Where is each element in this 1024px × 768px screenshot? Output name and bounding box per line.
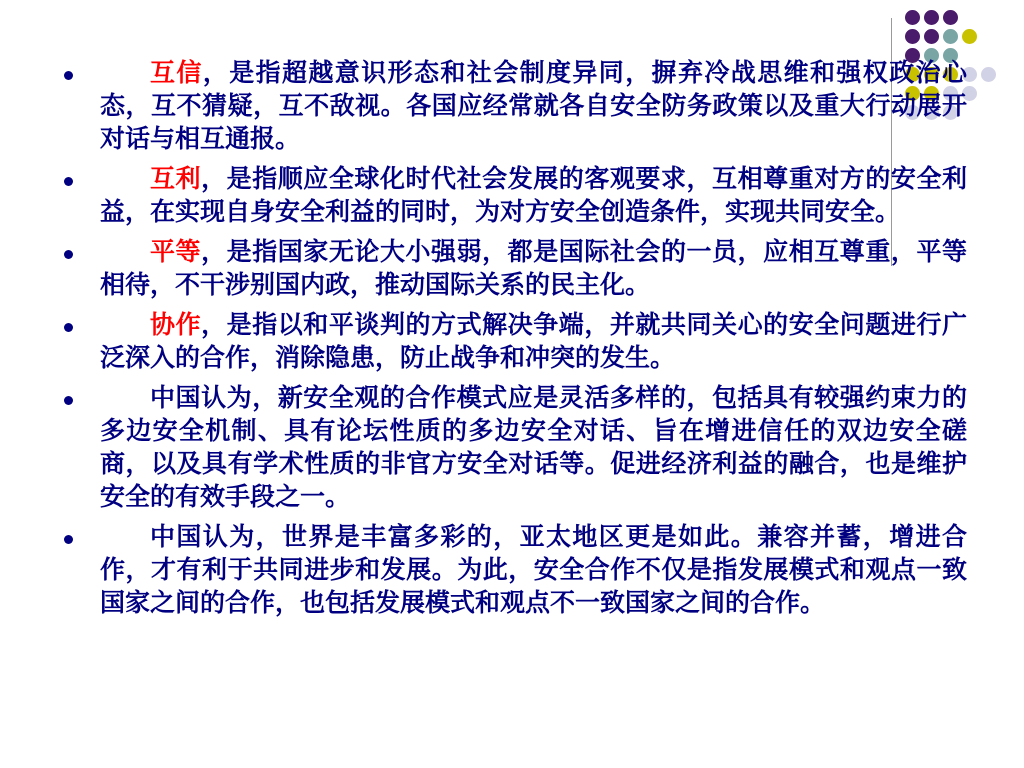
bullet-body: ，是指超越意识形态和社会制度异同，摒弃冷战思维和强权政治心态，互不猜疑，互不敌视。各国应经常就各自安全防务政策以及重大行动展开对话与相互通报。 (100, 58, 967, 153)
bullet-body: ，是指顺应全球化时代社会发展的客观要求，互相尊重对方的安全利益，在实现自身安全利益的同时，为对方安全创造条件，实现共同安全。 (100, 164, 967, 226)
decorative-dot-purple (924, 29, 939, 44)
bullet-item (62, 162, 967, 228)
bullet-body: ，是指以和平谈判的方式解决争端，并就共同关心的安全问题进行广泛深入的合作，消除隐患，防止战争和冲突的发生。 (100, 310, 967, 372)
bullet-body: 中国认为，新安全观的合作模式应是灵活多样的，包括具有较强约束力的多边安全机制、具有论坛性质的多边安全对话、旨在增进信任的双边安全磋商，以及具有学术性质的非官方安全对话等。促进经济利益的融合，也是维护安全的有效手段之一。 (100, 383, 967, 511)
bullet-keyword: 互信 (150, 58, 203, 87)
bullet-keyword: 平等 (150, 237, 202, 266)
bullet-item (62, 520, 967, 619)
decorative-dot-purple (924, 10, 939, 25)
bullet-dot-icon (64, 177, 73, 186)
bullet-text (100, 56, 967, 155)
decorative-dot-lavender (981, 67, 996, 82)
bullet-item (62, 235, 967, 301)
bullet-body: ，是指国家无论大小强弱，都是国际社会的一员，应相互尊重，平等相待，不干涉别国内政，推动国际关系的民主化。 (100, 237, 967, 299)
decorative-dot-olive (962, 29, 977, 44)
bullet-text (100, 235, 967, 301)
bullet-dot-icon (64, 396, 73, 405)
bullet-keyword: 互利 (150, 164, 202, 193)
bullet-body: 中国认为，世界是丰富多彩的，亚太地区更是如此。兼容并蓄，增进合作，才有利于共同进步和发展。为此，安全合作不仅是指发展模式和观点一致国家之间的合作，也包括发展模式和观点不一致国家之间的合作。 (100, 522, 967, 617)
decorative-dot-teal (943, 29, 958, 44)
bullet-text (100, 520, 967, 619)
bullet-item (62, 308, 967, 374)
bullet-keyword: 协作 (150, 310, 202, 339)
bullet-dot-icon (64, 71, 73, 80)
bullet-text (100, 162, 967, 228)
bullet-text (100, 381, 967, 513)
bullet-dot-icon (64, 250, 73, 259)
bullet-item (62, 381, 967, 513)
decorative-dot-purple (943, 10, 958, 25)
bullet-item (62, 56, 967, 155)
bullet-dot-icon (64, 323, 73, 332)
bullet-dot-icon (64, 535, 73, 544)
decorative-dot-purple (905, 29, 920, 44)
decorative-dot-purple (905, 10, 920, 25)
bullet-text (100, 308, 967, 374)
bullet-list (62, 56, 967, 626)
